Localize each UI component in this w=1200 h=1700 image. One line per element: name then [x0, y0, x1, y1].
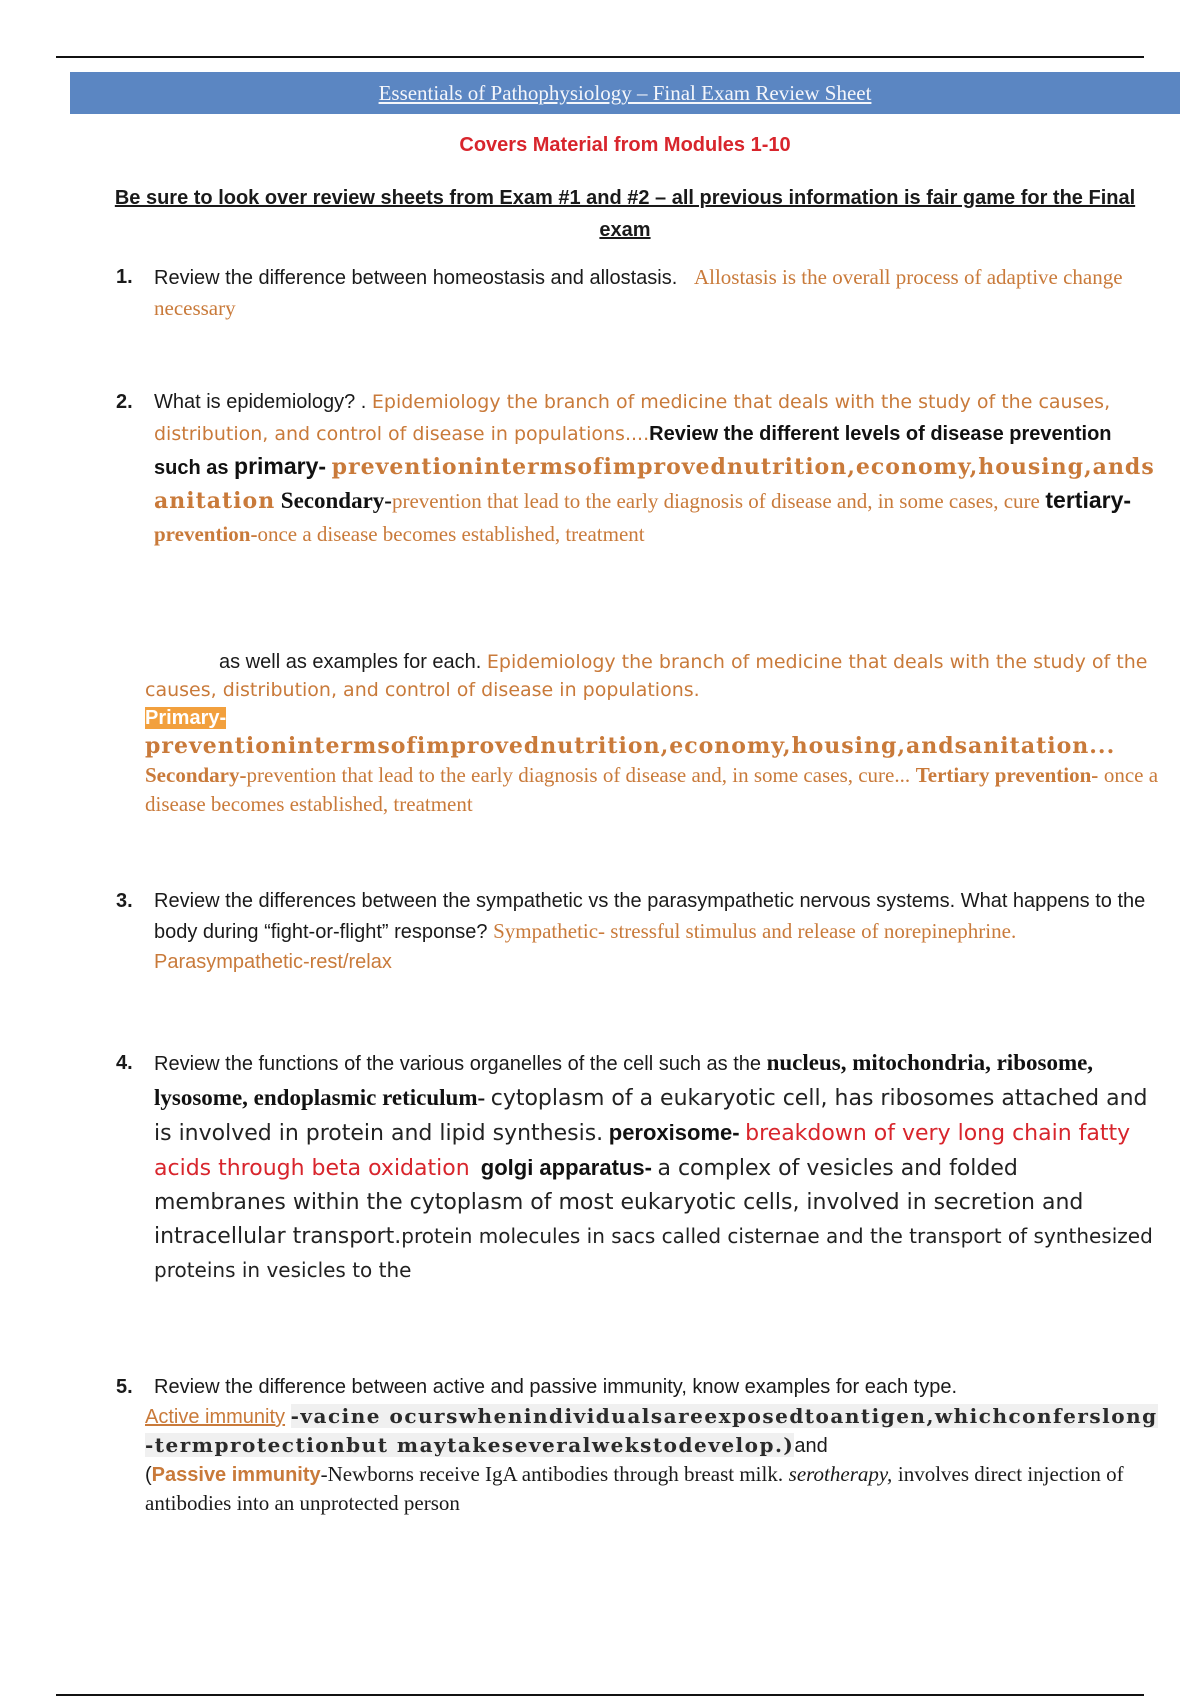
question-4 — [116, 1046, 1156, 1288]
secondary-label: Secondary- — [280, 488, 392, 513]
question-number: 5. — [116, 1376, 133, 1398]
tertiary-example-label: Tertiary prevention- — [915, 763, 1099, 787]
question-text: Review the differences between the sympathetic vs the parasympathetic nervous systems. What happens to the body during “fight-or-flight” response? — [154, 890, 1146, 943]
active-immunity-label: Active immunity — [145, 1406, 286, 1428]
tertiary-label: tertiary- — [1045, 487, 1132, 513]
subtitle: Covers Material from Modules 1-10 — [459, 134, 791, 156]
question-number: 4. — [116, 1052, 133, 1074]
answer-text: Epidemiology the branch of medicine that deals with the study of the causes, distribution, and control of disease in populations.... — [154, 391, 1111, 445]
er-text: cytoplasm of a eukaryotic cell, has ribosomes attached and is involved in protein and lipid synthesis. — [154, 1086, 1148, 1146]
tertiary-text: once a disease becomes established, treatment — [257, 522, 645, 546]
golgi-text: a complex of vesicles and folded membranes within the cytoplasm of most eukaryotic cells, involved in secretion and intracellular transport. — [154, 1156, 1084, 1249]
passive-immunity-label: Passive immunity — [151, 1464, 321, 1486]
organelles-list: nucleus, mitochondria, ribosome, lysosome, endoplasmic reticulum- — [154, 1050, 1094, 1110]
peroxisome-label: peroxisome- — [608, 1120, 740, 1145]
top-rule — [56, 56, 1144, 58]
open-paren: ( — [145, 1464, 152, 1486]
tertiary-bold: prevention- — [154, 522, 258, 546]
question-2 — [116, 386, 1156, 551]
secondary-example-label: Secondary- — [145, 763, 247, 787]
title-banner — [70, 72, 1180, 114]
and-text: and — [794, 1435, 828, 1457]
answer-text: Allostasis is the overall process of adaptive change necessary — [154, 265, 1123, 320]
primary-highlight: Primary- — [145, 707, 227, 729]
question-text: Review the difference between homeostasis and allostasis. — [154, 267, 678, 289]
prevention-prompt: Review the different levels of disease prevention such as — [154, 423, 1112, 479]
question-5-answer — [145, 1402, 1165, 1518]
question-text: What is epidemiology? . — [154, 391, 367, 413]
active-immunity-text: -vacine ocurswhenindividualsareexposedtoantigen,whichconferslong-termprotectionbut maytakeseveralwekstodevelop.) — [145, 1404, 1158, 1457]
examples-answer: Epidemiology the branch of medicine that deals with the study of the causes, distribution, and control of disease in populations. — [145, 651, 1148, 701]
question-3 — [116, 886, 1156, 977]
question-5 — [116, 1372, 1156, 1402]
answer-sympathetic: Sympathetic- stressful stimulus and release of norepinephrine. — [493, 919, 1017, 943]
primary-label: primary- — [234, 453, 327, 479]
peroxisome-text: breakdown of very long chain fatty acids through beta oxidation — [154, 1121, 1131, 1181]
golgi-label: golgi apparatus- — [480, 1155, 652, 1180]
question-1 — [116, 262, 1156, 324]
question-number: 2. — [116, 391, 133, 413]
question-text: Review the difference between active and passive immunity, know examples for each type. — [154, 1376, 958, 1398]
golgi-extra: protein molecules in sacs called cisternae and the transport of synthesized proteins in vesicles to the — [154, 1224, 1153, 1282]
examples-prompt: as well as examples for each. — [219, 651, 482, 673]
question-2-examples — [145, 648, 1165, 819]
primary-text: preventionintermsofimprovednutrition,economy,housing,andsanitation — [154, 454, 1155, 514]
passive-immunity-end: involves direct injection of antibodies into an unprotected person — [145, 1462, 1124, 1515]
serotherapy-term: serotherapy, — [788, 1462, 893, 1486]
page-title: Essentials of Pathophysiology – Final Exam Review Sheet — [378, 81, 872, 105]
primary-example: preventionintermsofimprovednutrition,economy,housing,andsanitation... — [145, 733, 1116, 759]
passive-immunity-text: -Newborns receive IgA antibodies through breast milk. — [320, 1462, 784, 1486]
secondary-text: prevention that lead to the early diagnosis of disease and, in some cases, cure — [391, 489, 1040, 513]
tertiary-example: once a disease becomes established, treatment — [145, 763, 1159, 816]
bottom-rule — [56, 1694, 1144, 1696]
review-notice: Be sure to look over review sheets from Exam #1 and #2 – all previous information is fair game for the Final exam — [114, 187, 1136, 241]
question-text: Review the functions of the various organelles of the cell such as the — [154, 1053, 762, 1075]
question-number: 1. — [116, 266, 133, 288]
answer-parasympathetic: Parasympathetic-rest/relax — [154, 951, 392, 973]
secondary-example: prevention that lead to the early diagnosis of disease and, in some cases, cure... — [246, 763, 911, 787]
question-number: 3. — [116, 890, 133, 912]
